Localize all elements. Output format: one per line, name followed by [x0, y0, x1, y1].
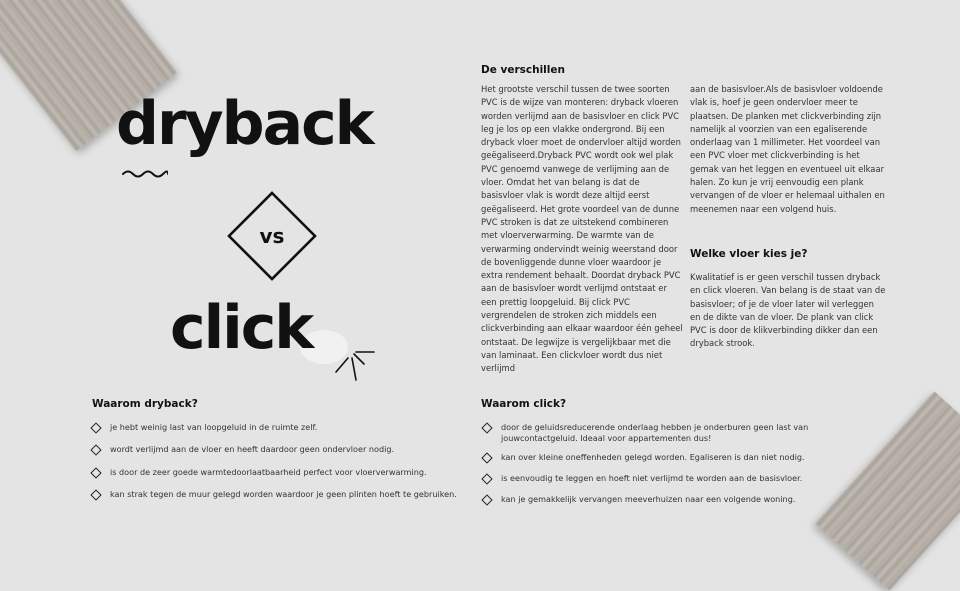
diamond-bullet-icon — [90, 422, 101, 433]
list-item: is door de zeer goede warmtedoorlaatbaarheid perfect voor vloerverwarming. — [90, 467, 470, 489]
squiggle-icon — [122, 168, 168, 180]
list-item: wordt verlijmd aan de vloer en heeft daardoor geen ondervloer nodig. — [90, 444, 470, 466]
welke-vloer-text: Kwalitatief is er geen verschil tussen dryback en click vloeren. Van belang is de staat van de basisvloer; of je de vloer later wil verleggen en de dikte van de vloer. De plank van click PVC is door de klikverbinding dikker dan een dryback strook. — [690, 272, 886, 349]
heading-welke-vloer: Welke vloer kies je? — [690, 248, 808, 260]
click-reasons-list — [481, 422, 826, 515]
click-burst-icon — [330, 336, 376, 382]
diamond-bullet-icon — [90, 490, 101, 501]
dryback-reasons-list — [90, 422, 470, 512]
diamond-bullet-icon — [481, 452, 492, 463]
vs-label: vs — [259, 224, 285, 248]
list-item: kan over kleine oneffenheden gelegd worden. Egaliseren is dan niet nodig. — [481, 452, 826, 473]
diamond-bullet-icon — [481, 473, 492, 484]
diamond-bullet-icon — [481, 422, 492, 433]
verschillen-text-col1: Het grootste verschil tussen de twee soorten PVC is de wijze van monteren: dryback vloeren worden verlijmd aan de basisvloer en click PVC leg je los op een vlakke ondergrond. Bij een dryback vloer moet de ondervloer altijd worden geëgaliseerd.Dryback PVC wordt ook wel plak PVC genoemd vanwege de verlijming aan de vloer. Omdat het van belang is dat de basisvloer vlak is wordt deze altijd eerst geëgaliseerd. Het grote voordeel van de dunne PVC stroken is dat ze uitstekend combineren met vloerverwarming. De warmte van de verwarming ondervindt weinig weerstand door de bovenliggende dunne vloer waardoor je extra rendement behaalt. Doordat dryback PVC aan de basisvloer wordt verlijmd ontstaat er een prettig loopgeluid. Bij click PVC vergrendelen de stroken zich middels een clickverbinding aan elkaar waardoor één geheel ontstaat. De legwijze is vergelijkbaar met die van laminaat. Een clickvloer wordt dus niet verlijmd — [481, 84, 683, 374]
title-dryback: dryback — [116, 89, 373, 159]
list-item: je hebt weinig last van loopgeluid in de ruimte zelf. — [90, 422, 470, 444]
list-item: door de geluidsreducerende onderlaag hebben je onderburen geen last van jouwcontactgeluid. Ideaal voor appartementen dus! — [481, 422, 826, 452]
verschillen-text-col2: aan de basisvloer.Als de basisvloer voldoende vlak is, hoef je geen ondervloer meer te plaatsen. De planken met clickverbinding zijn namelijk al voorzien van een egaliserende onderlaag van 1 millimeter. Het voordeel van een PVC vloer met clickverbinding is het gemak van het leggen en eventueel uit elkaar halen. Zo kun je vrij eenvoudig een plank vervangen of de vloer er helemaal uithalen en meenemen naar een volgend huis. — [690, 84, 885, 214]
diamond-bullet-icon — [90, 467, 101, 478]
wood-plank-image — [815, 391, 960, 590]
heading-waarom-click: Waarom click? — [481, 398, 567, 410]
heading-verschillen: De verschillen — [481, 64, 565, 76]
list-item: kan strak tegen de muur gelegd worden waardoor je geen plinten hoeft te gebruiken. — [90, 489, 470, 511]
diamond-bullet-icon — [481, 494, 492, 505]
title-click: click — [170, 293, 313, 363]
heading-waarom-dryback: Waarom dryback? — [92, 398, 198, 410]
diamond-bullet-icon — [90, 445, 101, 456]
list-item: kan je gemakkelijk vervangen meeverhuizen naar een volgende woning. — [481, 494, 826, 515]
list-item: is eenvoudig te leggen en hoeft niet verlijmd te worden aan de basisvloer. — [481, 473, 826, 494]
